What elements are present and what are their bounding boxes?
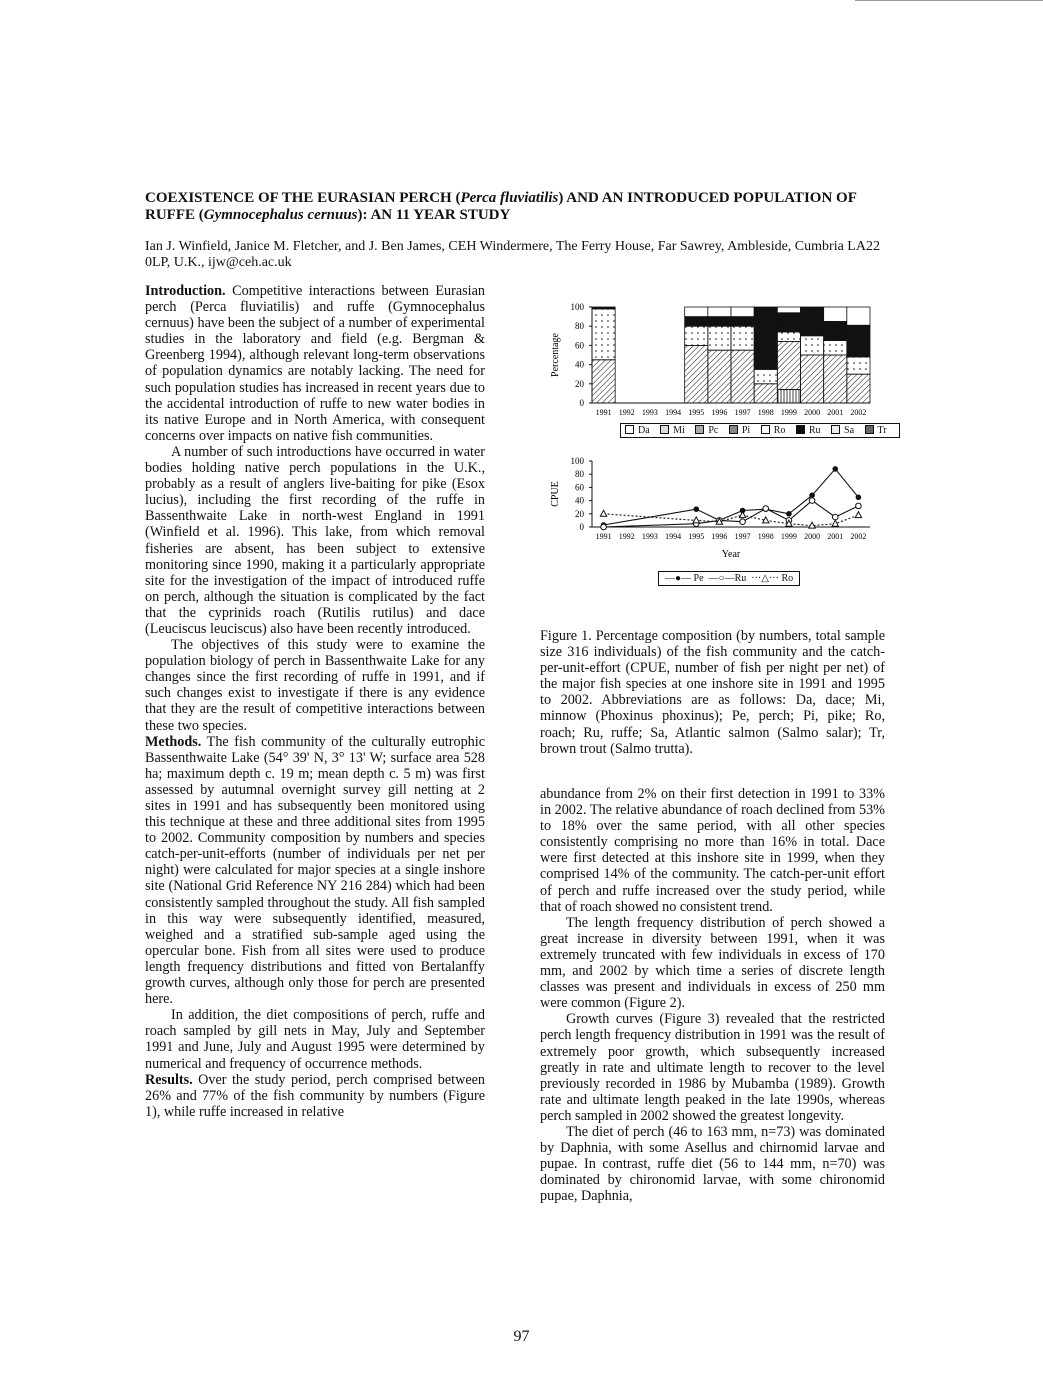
bar-y-axis-title: Percentage [550,333,561,377]
title-part: ) AND AN INTRODUCED POPULATION OF RUFFE ( [145,190,857,223]
bar-segment-ro [754,369,777,383]
bar-segment-other [731,307,754,317]
paper-title [145,190,905,224]
line-series-pe [604,469,859,525]
point-ru [809,498,815,504]
bar-segment-other [685,307,708,317]
paragraph-results-continued: abundance from 2% on their first detection in 1991 to 33% in 2002. The relative abundance of roach declined from 53% to 18% over the same period, with all other species consistently comprising no more than 16% in total. Dace were first detected at this inshore site in 1999, when they comprised 14% of the community. The catch-per-unit effort of perch and ruffe increased over the study period, while that of roach showed no consistent trend. [540,786,885,915]
bar-segment-pc [685,345,708,403]
bar-segment-ro [592,309,615,360]
point-ru [601,524,607,530]
paragraph-length-frequency: The length frequency distribution of perch showed a great increase in diversity between 1991, when it was extremely truncated with few individuals in excess of 170 mm, and 2002 by which time a series of discrete length classes was present and individuals in excess of 250 mm were common (Figure 2). [540,914,885,1012]
paragraph-introductions: A number of such introductions have occurred in water bodies holding native perch populations in the U.K., probably as a result of anglers live-baiting for pike (Esox lucius), including the first recording of the ruffe in Bassenthwaite Lake in north-west England in 1991 (Winfield et al. 1996). This lake, from which removal fisheries are absent, has been subject to extensive monitoring since 1990, making it a particularly appropriate site for the investigation of the impact of introduced ruffe on perch, although the situation is complicated by the fact that the cyprinids roach (Rutilis rutilus) and dace (Leuciscus leuciscus) also have been recently introduced. [145,443,485,637]
page-number: 97 [513,1328,530,1345]
bar-segment-ro [801,336,824,355]
left-column [145,283,485,1120]
bar-segment-ru [801,307,824,336]
bar-x-tick-label: 1994 [665,408,682,417]
authors-affiliation: Ian J. Winfield, Janice M. Fletcher, and J. Ben James, CEH Windermere, The Ferry House, Far Sawrey, Ambleside, Cumbria LA22 0LP, U.K., ijw@ceh.ac.uk [145,239,880,270]
legend-item-ro: Ro [761,425,790,436]
point-ro [855,512,861,518]
bar-segment-other [847,307,870,325]
bar-segment-ro [847,357,870,374]
line-x-tick-label: 2000 [804,532,821,541]
legend-line-ro: ···△··· Ro [748,573,794,584]
line-x-tick-label: 2001 [827,532,844,541]
line-series-ru [604,501,859,527]
legend-item-pc: Pc [695,425,722,436]
bar-segment-ru [847,325,870,357]
paragraph-objectives: The objectives of this study were to examine the population biology of perch in Bassenthwaite Lake for any changes since the first recording of ruffe in 1991, and if such changes exist to investigate if there is any evidence that they are the result of competitive interactions between these two species. [145,637,485,734]
bar-y-tick-label: 100 [570,302,584,312]
legend-item-sa: Sa [831,425,858,436]
bar-segment-pc [777,342,800,390]
bar-segment-ru [777,313,800,332]
point-ro [693,517,699,523]
figure-1-caption: Figure 1. Percentage composition (by numbers, total sample size 316 individuals) of the fish community and the catch-per-unit-effort (CPUE, number of fish per night per net) of the major fish species at one inshore site in 1991 and 1995 to 2002. Abbreviations are as follows: Da, dace; Mi, minnow (Phoxinus phoxinus); Pe, perch; Pi, pike; Ro, roach; Ru, ruffe; Sa, Atlantic salmon (Salmo salar); Tr, brown trout (Salmo trutta). [540,628,885,757]
section-head-results: Results. [145,1071,193,1088]
legend-line-pe: ―●― Pe [665,573,704,584]
point-pe [786,511,792,517]
point-ru [832,514,838,520]
point-ru [856,503,862,509]
bar-segment-da [777,390,800,403]
bar-x-tick-label: 1992 [618,408,635,417]
bar-segment-other [824,307,847,321]
point-pe [832,466,838,472]
right-column [540,786,885,1204]
bar-segment-ro [708,326,731,350]
legend-item-tr: Tr [865,425,891,436]
bar-x-tick-label: 1993 [641,408,658,417]
legend-item-mi: Mi [660,425,689,436]
line-x-axis-title: Year [721,549,741,560]
bar-segment-ro [685,326,708,345]
bar-segment-ru [754,307,777,369]
bar-x-tick-label: 1991 [595,408,612,417]
bar-segment-pc [708,350,731,403]
figure-1 [540,295,885,625]
paragraph-diet-methods: In addition, the diet compositions of perch, ruffe and roach sampled by gill nets in May, July and September 1991 and June, July and August 1995 were determined by numerical and frequency of occurrence methods. [145,1007,485,1072]
bar-segment-ru [824,321,847,340]
paragraph-diet: The diet of perch (46 to 163 mm, n=73) was dominated by Daphnia, with some Asellus and chirnomid larvae and pupae. In contrast, ruffe diet (56 to 144 mm, n=70) was dominated by chironomid larvae, with some chironomid pupae, Daphnia, [540,1123,885,1205]
bar-segment-ro [777,332,800,342]
line-x-tick-label: 1993 [641,532,658,541]
line-x-tick-label: 2002 [850,532,867,541]
bar-segment-ro [731,326,754,350]
line-x-tick-label: 1998 [757,532,774,541]
bar-segment-ru [708,317,731,327]
bar-y-tick-label: 20 [575,378,584,389]
methods-text: The fish community of the culturally eutrophic Bassenthwaite Lake (54° 39' N, 3° 13' W; surface area 528 ha; maximum depth c. 19 m; mean depth c. 5 m) was first assessed by autumnal overnight survey gill netting at 2 sites in 1991 and has subsequently been monitored using this technique at these and three additional sites from 1995 to 2002. Community composition by numbers and species catch-per-unit-efforts (number of individuals per net per night) were calculated for major species at a single inshore site (National Grid Reference NY 216 284) which had been consistently sampled throughout the study. All fish sampled in this way were subsequently identified, measured, weighed and a stratified sub-sample aged using the opercular bone. Fish from all sites were used to produce length frequency distributions and fitted von Bertalanffy growth curves, although only those for perch are presented here. [145,733,485,1008]
legend-item-pi: Pi [729,425,754,436]
bar-x-tick-label: 2001 [827,408,844,417]
line-x-tick-label: 1996 [711,532,728,541]
cpue-line-chart [550,456,870,560]
line-y-tick-label: 100 [570,456,584,466]
bar-segment-pc [824,355,847,403]
section-head-introduction: Introduction. [145,283,226,299]
title-italic-gymnocephalus: Gymnocephalus cernuus [203,207,358,223]
line-x-tick-label: 1991 [595,532,612,541]
bar-segment-pc [754,384,777,403]
bar-x-tick-label: 1998 [757,408,774,417]
legend-line-ru: ―○―Ru [706,573,747,584]
bar-segment-pc [731,350,754,403]
bar-segment-ru [592,307,615,309]
line-y-axis-title: CPUE [550,481,561,507]
bar-y-tick-label: 80 [575,321,584,332]
bar-y-tick-label: 40 [575,359,584,370]
line-y-tick-label: 0 [579,522,584,532]
bar-y-tick-label: 60 [575,340,584,351]
paragraph-growth-curves: Growth curves (Figure 3) revealed that the restricted perch length frequency distribution in 1991 was the result of extremely poor growth, which subsequently increased greatly in rate and ultimate length to recover to the level previously recorded in 1986 by Mubamba (1989). Growth rate and ultimate length peaked in the late 1990s, whereas perch sampled in 2002 showed the greatest longevity. [540,1011,885,1124]
bar-x-tick-label: 1995 [688,408,705,417]
results-text: Over the study period, perch comprised between 26% and 77% of the fish community by numbers (Figure 1), while ruffe increased in relative [145,1071,486,1120]
line-y-tick-label: 80 [575,469,584,480]
bar-x-tick-label: 2002 [850,408,867,417]
section-head-methods: Methods. [145,733,202,750]
bar-segment-other [708,307,731,317]
bar-segment-ru [731,317,754,327]
line-x-tick-label: 1992 [618,532,635,541]
line-y-tick-label: 40 [575,495,584,506]
bar-x-tick-label: 1997 [734,408,751,417]
point-pe [693,506,699,512]
composition-legend [620,423,900,438]
introduction-text: Competitive interactions between Eurasian perch (Perca fluviatilis) and ruffe (Gymnocephalus cernuus) have been the subject of a number of experimental studies in the laboratory and field (e.g. Bergman & Greenberg 1994), although relevant long-term observations of population dynamics are notably lacking. The need for such population studies has increased in recent years due to the accidental introduction of ruffe to new water bodies in its native Europe and in North America, with consequent concerns over impacts on native fish communities. [145,283,486,444]
point-pe [856,495,862,501]
bar-x-tick-label: 1999 [780,408,797,417]
line-x-tick-label: 1994 [665,532,682,541]
line-y-tick-label: 60 [575,482,584,493]
legend-item-ru: Ru [796,425,825,436]
line-x-tick-label: 1997 [734,532,751,541]
point-pe [809,493,815,499]
legend-item-da: Da [625,425,654,436]
title-part: ): AN 11 YEAR STUDY [357,207,511,223]
bar-segment-pc [592,360,615,403]
line-x-tick-label: 1995 [688,532,705,541]
bar-y-tick-label: 0 [579,398,584,408]
bar-segment-pc [847,374,870,403]
point-ro [600,510,606,516]
bar-segment-ru [685,317,708,327]
title-part: COEXISTENCE OF THE EURASIAN PERCH ( [145,190,461,206]
line-y-tick-label: 20 [575,508,584,519]
point-ru [763,506,769,512]
line-x-tick-label: 1999 [780,532,797,541]
scan-edge-line [855,0,1043,1]
cpue-legend [658,571,800,586]
bar-x-tick-label: 2000 [804,408,821,417]
title-italic-perca: Perca fluviatilis [460,190,559,206]
bar-segment-pc [801,355,824,403]
bar-segment-other [777,307,800,313]
bar-x-tick-label: 1996 [711,408,728,417]
point-ru [740,519,746,525]
composition-bar-chart [550,302,870,436]
bar-segment-ro [824,341,847,355]
point-ro [739,512,745,518]
